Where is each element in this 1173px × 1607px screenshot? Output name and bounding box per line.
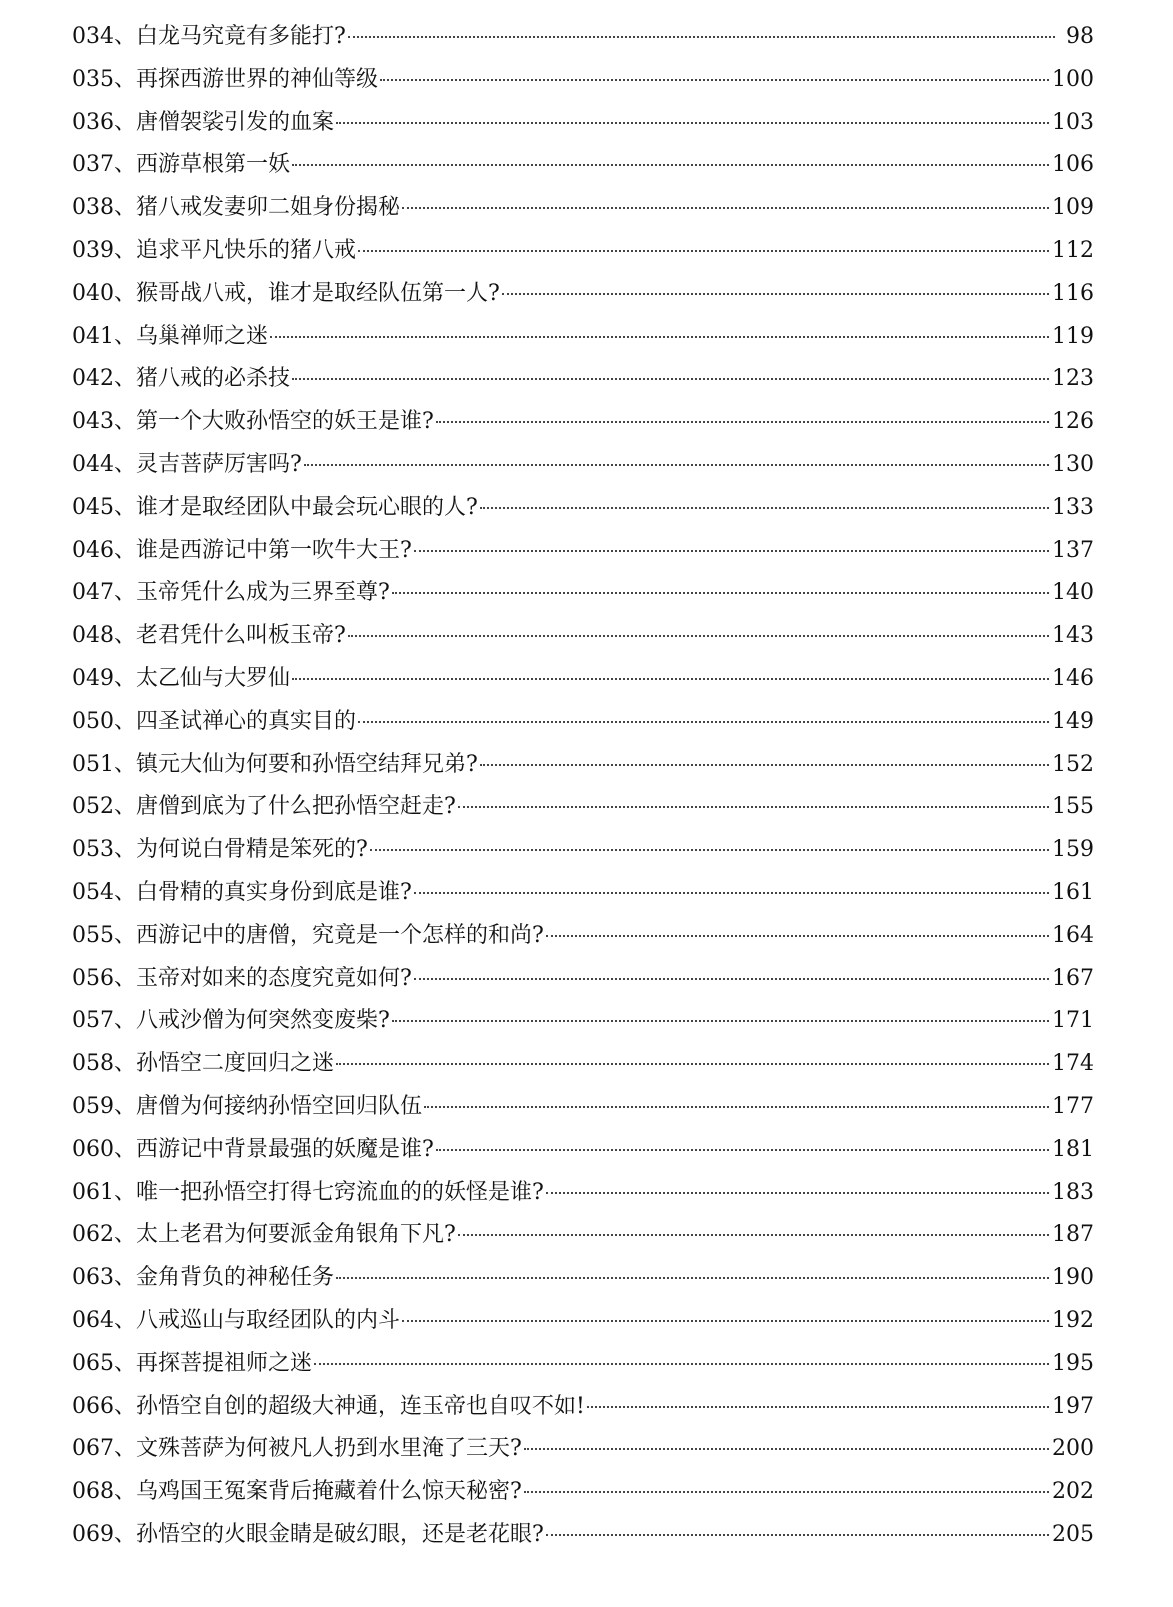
entry-separator: 、 xyxy=(114,1179,137,1205)
entry-separator: 、 xyxy=(114,1521,137,1547)
dot-leader xyxy=(292,163,1049,166)
entry-title: 唐僧袈裟引发的血案 xyxy=(136,109,335,135)
entry-title: 谁是西游记中第一吹牛大王? xyxy=(136,537,412,563)
entry-number: 053 xyxy=(72,837,114,863)
entry-separator: 、 xyxy=(114,1051,137,1077)
entry-page-number: 202 xyxy=(1052,1479,1094,1505)
entry-page-number: 103 xyxy=(1052,109,1094,135)
toc-entry xyxy=(72,701,1094,744)
dot-leader xyxy=(370,848,1049,851)
entry-separator: 、 xyxy=(114,66,137,92)
dot-leader xyxy=(480,763,1049,766)
entry-number: 060 xyxy=(72,1136,114,1162)
entry-separator: 、 xyxy=(114,1393,137,1419)
entry-number: 063 xyxy=(72,1265,114,1291)
entry-title: 八戒巡山与取经团队的内斗 xyxy=(136,1307,401,1333)
entry-title: 猪八戒发妻卯二姐身份揭秘 xyxy=(136,195,401,221)
dot-leader xyxy=(270,335,1049,338)
dot-leader xyxy=(414,891,1049,894)
entry-title: 再探西游世界的神仙等级 xyxy=(136,66,379,92)
toc-entry xyxy=(72,1300,1094,1343)
entry-separator: 、 xyxy=(114,708,137,734)
entry-page-number: 152 xyxy=(1052,751,1094,777)
entry-title: 西游记中背景最强的妖魔是谁? xyxy=(136,1136,434,1162)
entry-number: 058 xyxy=(72,1051,114,1077)
entry-page-number: 137 xyxy=(1052,537,1094,563)
dot-leader xyxy=(436,1148,1049,1151)
dot-leader xyxy=(292,377,1049,380)
entry-number: 049 xyxy=(72,665,114,691)
entry-separator: 、 xyxy=(114,24,137,49)
toc-entry xyxy=(72,1000,1094,1043)
dot-leader xyxy=(304,463,1049,466)
entry-title: 唐僧到底为了什么把孙悟空赶走? xyxy=(136,794,456,820)
entry-number: 045 xyxy=(72,494,114,520)
entry-separator: 、 xyxy=(114,409,137,435)
entry-number: 040 xyxy=(72,280,114,306)
dot-leader xyxy=(392,1019,1049,1022)
dot-leader xyxy=(336,1276,1049,1279)
entry-number: 069 xyxy=(72,1521,114,1547)
entry-separator: 、 xyxy=(114,879,137,905)
entry-separator: 、 xyxy=(114,1136,137,1162)
dot-leader xyxy=(358,249,1049,252)
dot-leader xyxy=(587,1405,1049,1408)
entry-page-number: 112 xyxy=(1052,237,1094,263)
entry-page-number: 159 xyxy=(1052,837,1094,863)
entry-number: 039 xyxy=(72,237,114,263)
entry-page-number: 146 xyxy=(1052,665,1094,691)
entry-title: 太乙仙与大罗仙 xyxy=(136,665,291,691)
entry-number: 056 xyxy=(72,965,114,991)
entry-separator: 、 xyxy=(114,451,137,477)
dot-leader xyxy=(392,591,1049,594)
entry-title: 孙悟空的火眼金睛是破幻眼，还是老花眼? xyxy=(136,1521,544,1547)
entry-separator: 、 xyxy=(114,751,137,777)
entry-title: 白骨精的真实身份到底是谁? xyxy=(136,879,412,905)
toc-entry xyxy=(72,16,1094,59)
dot-leader xyxy=(348,634,1049,637)
entry-separator: 、 xyxy=(114,1436,137,1462)
entry-title: 唐僧为何接纳孙悟空回归队伍 xyxy=(136,1093,423,1119)
entry-title: 唯一把孙悟空打得七窍流血的的妖怪是谁? xyxy=(136,1179,544,1205)
entry-title: 玉帝凭什么成为三界至尊? xyxy=(136,580,390,606)
toc-entry xyxy=(72,401,1094,444)
entry-separator: 、 xyxy=(114,237,137,263)
entry-separator: 、 xyxy=(114,537,137,563)
entry-title: 四圣试禅心的真实目的 xyxy=(136,708,357,734)
entry-title: 太上老君为何要派金角银角下凡? xyxy=(136,1222,456,1248)
entry-title: 再探菩提祖师之迷 xyxy=(136,1350,313,1376)
entry-page-number: 126 xyxy=(1052,409,1094,435)
entry-separator: 、 xyxy=(114,195,137,221)
entry-number: 038 xyxy=(72,195,114,221)
toc-entry xyxy=(72,829,1094,872)
entry-number: 055 xyxy=(72,922,114,948)
dot-leader xyxy=(546,934,1049,937)
toc-entry xyxy=(72,1129,1094,1172)
toc-entry xyxy=(72,1386,1094,1429)
entry-separator: 、 xyxy=(114,366,137,392)
entry-page-number: 98 xyxy=(1066,24,1094,49)
entry-number: 034 xyxy=(72,24,114,49)
entry-separator: 、 xyxy=(114,494,137,520)
entry-number: 048 xyxy=(72,623,114,649)
toc-entry xyxy=(72,530,1094,573)
entry-page-number: 167 xyxy=(1052,965,1094,991)
toc-entry xyxy=(72,59,1094,102)
entry-title: 西游草根第一妖 xyxy=(136,152,291,178)
entry-separator: 、 xyxy=(114,1222,137,1248)
entry-page-number: 133 xyxy=(1052,494,1094,520)
entry-separator: 、 xyxy=(114,965,137,991)
entry-separator: 、 xyxy=(114,152,137,178)
entry-number: 059 xyxy=(72,1093,114,1119)
entry-number: 052 xyxy=(72,794,114,820)
entry-title: 第一个大败孙悟空的妖王是谁? xyxy=(136,409,434,435)
entry-page-number: 130 xyxy=(1052,451,1094,477)
entry-title: 追求平凡快乐的猪八戒 xyxy=(136,237,357,263)
entry-page-number: 100 xyxy=(1052,66,1094,92)
entry-number: 067 xyxy=(72,1436,114,1462)
toc-entry xyxy=(72,187,1094,230)
toc-entry xyxy=(72,1428,1094,1471)
entry-page-number: 183 xyxy=(1052,1179,1094,1205)
entry-page-number: 171 xyxy=(1052,1008,1094,1034)
entry-separator: 、 xyxy=(114,323,137,349)
entry-page-number: 119 xyxy=(1052,323,1094,349)
toc-entry xyxy=(72,1257,1094,1300)
entry-title: 白龙马究竟有多能打? xyxy=(136,24,346,49)
dot-leader xyxy=(546,1533,1049,1536)
toc-entry xyxy=(72,273,1094,316)
entry-number: 035 xyxy=(72,66,114,92)
entry-separator: 、 xyxy=(114,580,137,606)
dot-leader xyxy=(502,292,1049,295)
dot-leader xyxy=(436,420,1049,423)
entry-title: 八戒沙僧为何突然变废柴? xyxy=(136,1008,390,1034)
entry-number: 037 xyxy=(72,152,114,178)
entry-number: 065 xyxy=(72,1350,114,1376)
entry-number: 036 xyxy=(72,109,114,135)
entry-page-number: 181 xyxy=(1052,1136,1094,1162)
dot-leader xyxy=(292,677,1049,680)
entry-title: 为何说白骨精是笨死的? xyxy=(136,837,368,863)
toc-entry xyxy=(72,958,1094,1001)
entry-number: 064 xyxy=(72,1307,114,1333)
toc-entry xyxy=(72,658,1094,701)
entry-title: 孙悟空自创的超级大神通，连玉帝也自叹不如! xyxy=(136,1393,585,1419)
entry-page-number: 149 xyxy=(1052,708,1094,734)
toc-entry xyxy=(72,316,1094,359)
dot-leader xyxy=(414,977,1049,980)
entry-separator: 、 xyxy=(114,1307,137,1333)
toc-entry xyxy=(72,615,1094,658)
entry-page-number: 140 xyxy=(1052,580,1094,606)
entry-number: 047 xyxy=(72,580,114,606)
toc-entry xyxy=(72,1043,1094,1086)
entry-page-number: 109 xyxy=(1052,195,1094,221)
entry-number: 062 xyxy=(72,1222,114,1248)
toc-entry xyxy=(72,1343,1094,1386)
dot-leader xyxy=(524,1490,1049,1493)
entry-title: 文殊菩萨为何被凡人扔到水里淹了三天? xyxy=(136,1436,522,1462)
entry-page-number: 177 xyxy=(1052,1093,1094,1119)
entry-page-number: 205 xyxy=(1052,1521,1094,1547)
toc-entry xyxy=(72,1471,1094,1514)
toc-entry xyxy=(72,358,1094,401)
entry-page-number: 164 xyxy=(1052,922,1094,948)
entry-number: 044 xyxy=(72,451,114,477)
dot-leader xyxy=(458,805,1049,808)
entry-title: 老君凭什么叫板玉帝? xyxy=(136,623,346,649)
dot-leader xyxy=(380,78,1049,81)
entry-title: 乌巢禅师之迷 xyxy=(136,323,269,349)
dot-leader xyxy=(402,1319,1049,1322)
entry-number: 051 xyxy=(72,751,114,777)
entry-number: 066 xyxy=(72,1393,114,1419)
entry-separator: 、 xyxy=(114,665,137,691)
entry-page-number: 190 xyxy=(1052,1265,1094,1291)
entry-separator: 、 xyxy=(114,837,137,863)
entry-title: 猪八戒的必杀技 xyxy=(136,366,291,392)
toc-entry xyxy=(72,1514,1094,1557)
toc-entry xyxy=(72,1086,1094,1129)
toc-entry xyxy=(72,1172,1094,1215)
entry-separator: 、 xyxy=(114,623,137,649)
entry-number: 054 xyxy=(72,879,114,905)
toc-entry xyxy=(72,786,1094,829)
entry-separator: 、 xyxy=(114,922,137,948)
dot-leader xyxy=(480,506,1049,509)
entry-page-number: 116 xyxy=(1052,280,1094,306)
entry-page-number: 197 xyxy=(1052,1393,1094,1419)
toc-entry xyxy=(72,915,1094,958)
toc-entry xyxy=(72,144,1094,187)
entry-number: 046 xyxy=(72,537,114,563)
dot-leader xyxy=(458,1233,1049,1236)
entry-number: 057 xyxy=(72,1008,114,1034)
entry-page-number: 143 xyxy=(1052,623,1094,649)
dot-leader xyxy=(336,121,1049,124)
entry-separator: 、 xyxy=(114,1008,137,1034)
entry-number: 041 xyxy=(72,323,114,349)
toc-entry xyxy=(72,1214,1094,1257)
entry-separator: 、 xyxy=(114,1350,137,1376)
entry-page-number: 161 xyxy=(1052,879,1094,905)
entry-separator: 、 xyxy=(114,1479,137,1505)
table-of-contents xyxy=(72,16,1094,1557)
toc-entry xyxy=(72,444,1094,487)
entry-separator: 、 xyxy=(114,1093,137,1119)
entry-number: 043 xyxy=(72,409,114,435)
toc-entry xyxy=(72,487,1094,530)
toc-entry xyxy=(72,872,1094,915)
entry-page-number: 192 xyxy=(1052,1307,1094,1333)
dot-leader xyxy=(546,1191,1049,1194)
entry-title: 镇元大仙为何要和孙悟空结拜兄弟? xyxy=(136,751,478,777)
entry-separator: 、 xyxy=(114,794,137,820)
dot-leader xyxy=(314,1362,1049,1365)
entry-separator: 、 xyxy=(114,280,137,306)
toc-entry xyxy=(72,102,1094,145)
entry-page-number: 174 xyxy=(1052,1051,1094,1077)
entry-title: 玉帝对如来的态度究竟如何? xyxy=(136,965,412,991)
entry-title: 灵吉菩萨厉害吗? xyxy=(136,451,302,477)
entry-title: 乌鸡国王冤案背后掩藏着什么惊天秘密? xyxy=(136,1479,522,1505)
dot-leader xyxy=(414,549,1049,552)
entry-page-number: 106 xyxy=(1052,152,1094,178)
entry-number: 050 xyxy=(72,708,114,734)
entry-title: 谁才是取经团队中最会玩心眼的人? xyxy=(136,494,478,520)
entry-title: 孙悟空二度回归之迷 xyxy=(136,1051,335,1077)
entry-number: 042 xyxy=(72,366,114,392)
dot-leader xyxy=(524,1447,1049,1450)
entry-title: 西游记中的唐僧，究竟是一个怎样的和尚? xyxy=(136,922,544,948)
dot-leader xyxy=(402,206,1049,209)
toc-entry xyxy=(72,230,1094,273)
entry-page-number: 187 xyxy=(1052,1222,1094,1248)
entry-page-number: 200 xyxy=(1052,1436,1094,1462)
entry-page-number: 195 xyxy=(1052,1350,1094,1376)
entry-number: 068 xyxy=(72,1479,114,1505)
entry-separator: 、 xyxy=(114,1265,137,1291)
toc-entry xyxy=(72,744,1094,787)
dot-leader xyxy=(358,720,1049,723)
entry-separator: 、 xyxy=(114,109,137,135)
dot-leader xyxy=(336,1062,1049,1065)
dot-leader xyxy=(424,1105,1049,1108)
entry-number: 061 xyxy=(72,1179,114,1205)
entry-title: 猴哥战八戒，谁才是取经队伍第一人? xyxy=(136,280,500,306)
toc-entry xyxy=(72,572,1094,615)
dot-leader xyxy=(348,35,1055,38)
entry-page-number: 155 xyxy=(1052,794,1094,820)
entry-title: 金角背负的神秘任务 xyxy=(136,1265,335,1291)
entry-page-number: 123 xyxy=(1052,366,1094,392)
